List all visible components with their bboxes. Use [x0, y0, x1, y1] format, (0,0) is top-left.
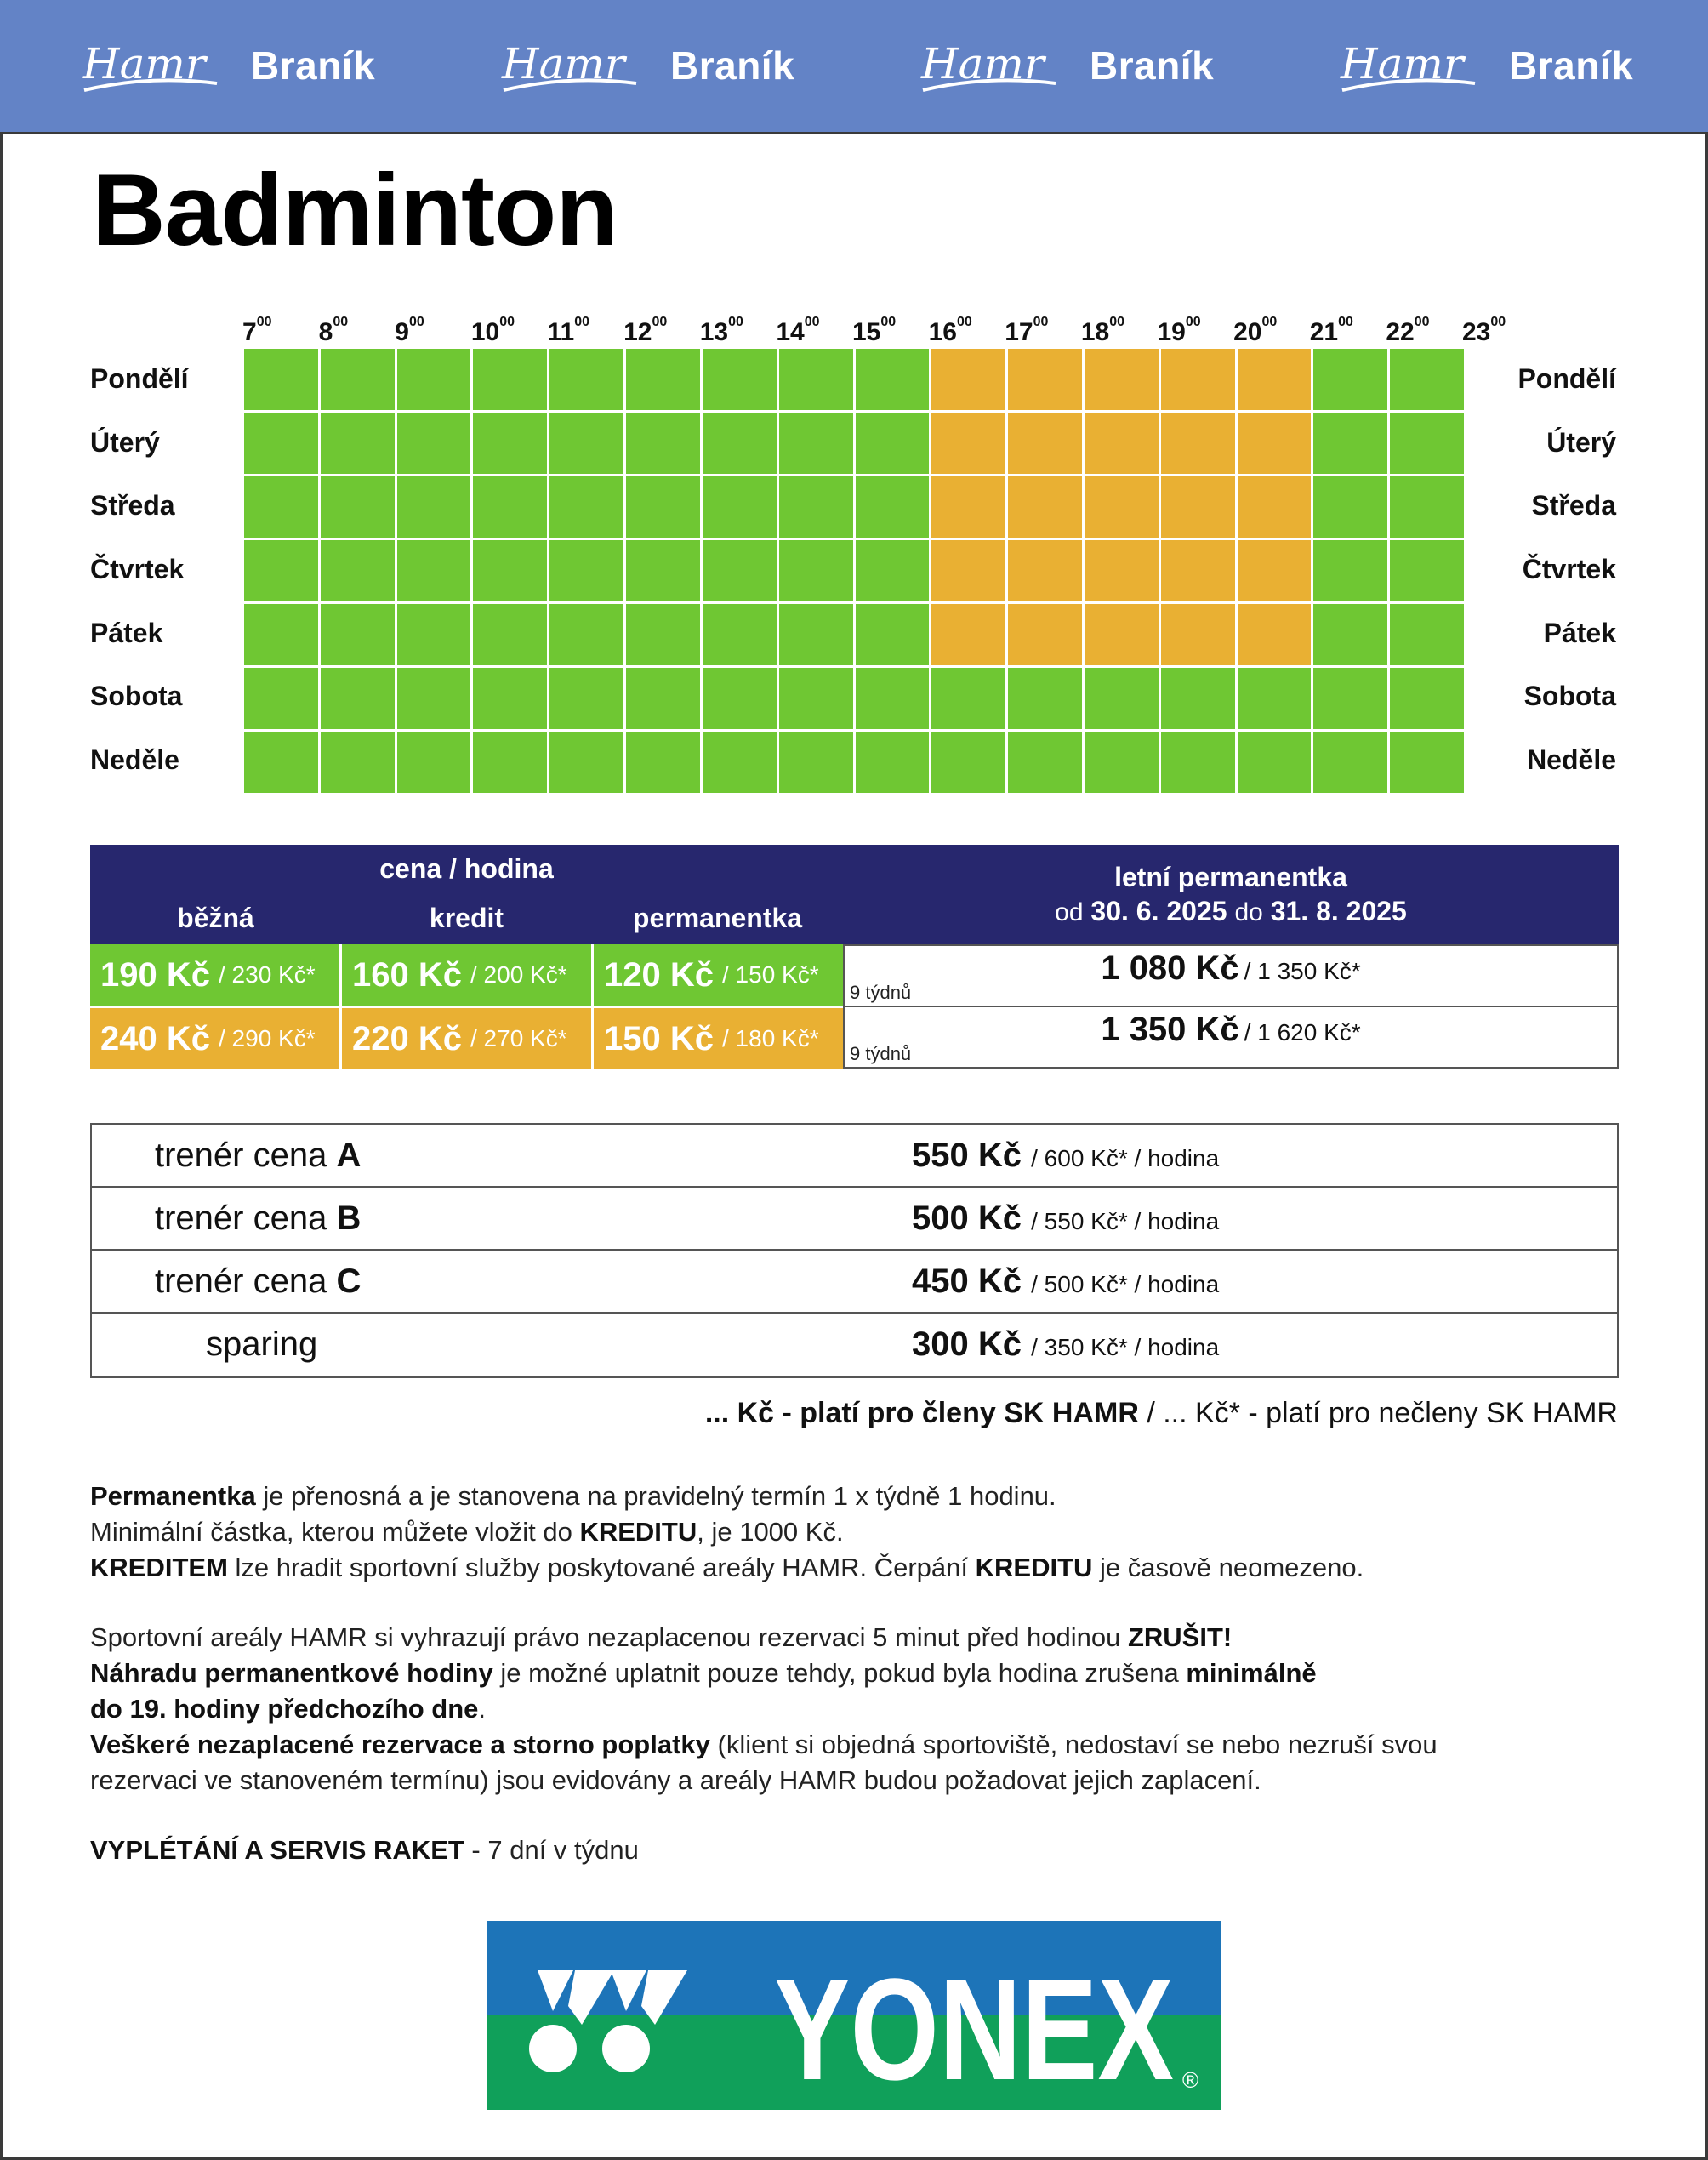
- slot-peak: [1008, 604, 1082, 665]
- slot-standard: [856, 540, 930, 601]
- summer-price: 1 080 Kč / 1 350 Kč*: [1101, 949, 1361, 987]
- slot-peak: [1085, 349, 1159, 410]
- slot-standard: [1313, 413, 1387, 474]
- svg-text:Hamr: Hamr: [1341, 39, 1464, 88]
- day-label: Sobota: [1523, 681, 1616, 712]
- weeks-label: 9 týdnů: [850, 982, 912, 1003]
- header-group-label: cena / hodina: [379, 853, 554, 884]
- info-line: Permanentka je přenosná a je stanovena na pravidelný termín 1 x týdně 1 hodinu.: [90, 1481, 1056, 1511]
- svg-text:YONEX: YONEX: [774, 1949, 1174, 2110]
- slot-peak: [1161, 476, 1235, 538]
- slot-peak: [931, 349, 1005, 410]
- slot-standard: [1313, 540, 1387, 601]
- header-banner: [0, 0, 1708, 134]
- svg-text:Hamr: Hamr: [502, 39, 625, 88]
- slot-standard: [1313, 476, 1387, 538]
- slot-standard: [321, 540, 395, 601]
- day-label: Pondělí: [90, 363, 189, 395]
- col-permanentka: permanentka: [632, 903, 803, 933]
- day-label: Sobota: [90, 681, 183, 712]
- sparing-label: sparing: [206, 1325, 318, 1363]
- price-cell: 120 Kč / 150 Kč*: [594, 944, 843, 1006]
- slot-standard: [321, 349, 395, 410]
- slot-standard: [549, 476, 623, 538]
- slot-standard: [779, 732, 853, 793]
- info-line: KREDITEM lze hradit sportovní služby poskytované areály HAMR. Čerpání KREDITU je časově neomezeno.: [90, 1553, 1364, 1582]
- slot-standard: [779, 604, 853, 665]
- slot-standard: [549, 604, 623, 665]
- slot-standard: [703, 668, 777, 729]
- slot-standard: [779, 349, 853, 410]
- slot-standard: [321, 668, 395, 729]
- slot-standard: [1390, 668, 1464, 729]
- info-text: [90, 1479, 1621, 1868]
- trainer-table: [90, 1123, 1619, 1378]
- slot-standard: [931, 668, 1005, 729]
- slot-peak: [1161, 349, 1235, 410]
- slot-standard: [856, 349, 930, 410]
- slot-peak: [1238, 349, 1312, 410]
- slot-standard: [626, 732, 700, 793]
- schedule: [0, 306, 1708, 800]
- slot-standard: [397, 604, 471, 665]
- hour-label: $20^{00}$: [1233, 315, 1278, 346]
- slot-standard: [1390, 413, 1464, 474]
- slot-standard: [244, 349, 318, 410]
- hour-label: $8^{00}$: [318, 315, 349, 346]
- slot-standard: [626, 413, 700, 474]
- slot-standard: [931, 732, 1005, 793]
- slot-standard: [397, 413, 471, 474]
- slot-standard: [856, 413, 930, 474]
- price-cell: 160 Kč / 200 Kč*: [342, 944, 591, 1006]
- slot-standard: [244, 476, 318, 538]
- slot-standard: [1008, 732, 1082, 793]
- slot-standard: [1161, 668, 1235, 729]
- slot-standard: [779, 476, 853, 538]
- hour-label: $21^{00}$: [1309, 315, 1353, 346]
- hour-label: $13^{00}$: [699, 315, 743, 346]
- trainer-label: trenér cena A: [155, 1137, 362, 1174]
- col-kredit: kredit: [429, 903, 504, 933]
- slot-peak: [1085, 540, 1159, 601]
- hour-label: $16^{00}$: [928, 315, 972, 346]
- trainer-label: trenér cena C: [155, 1262, 362, 1300]
- hour-label: $14^{00}$: [776, 315, 820, 346]
- slot-standard: [856, 732, 930, 793]
- slot-standard: [244, 732, 318, 793]
- info-line: rezervaci ve stanoveném termínu) jsou evidovány a areály HAMR budou požadovat jejich zaplacení.: [90, 1765, 1261, 1795]
- trainer-price: 500 Kč / 550 Kč* / hodina: [912, 1200, 1220, 1237]
- slot-standard: [321, 476, 395, 538]
- brand-name: Braník: [251, 43, 376, 88]
- slot-standard: [473, 604, 547, 665]
- price-cell: 240 Kč / 290 Kč*: [90, 1008, 339, 1069]
- slot-standard: [473, 413, 547, 474]
- slot-standard: [626, 540, 700, 601]
- trainer-row: [92, 1251, 1617, 1314]
- slot-standard: [1313, 604, 1387, 665]
- slot-standard: [473, 732, 547, 793]
- slot-peak: [1161, 413, 1235, 474]
- slot-peak: [1085, 476, 1159, 538]
- price-table: [90, 845, 1619, 1073]
- brand-logo: [81, 26, 438, 111]
- day-label: Pondělí: [1517, 363, 1616, 395]
- slot-standard: [321, 413, 395, 474]
- slot-peak: [1238, 476, 1312, 538]
- hour-label: $12^{00}$: [623, 315, 668, 346]
- slot-standard: [473, 349, 547, 410]
- slot-peak: [1008, 413, 1082, 474]
- slot-standard: [397, 476, 471, 538]
- slot-standard: [549, 732, 623, 793]
- slot-standard: [703, 732, 777, 793]
- slot-standard: [244, 668, 318, 729]
- brand-name: Braník: [1509, 43, 1634, 88]
- slot-standard: [397, 349, 471, 410]
- members-note: ... Kč - platí pro členy SK HAMR / ... Kč* - platí pro nečleny SK HAMR: [704, 1397, 1618, 1429]
- slot-peak: [931, 413, 1005, 474]
- slot-standard: [703, 476, 777, 538]
- hour-label: $18^{00}$: [1080, 315, 1125, 346]
- brand-logo: [1339, 26, 1696, 111]
- hamr-script-logo: [919, 31, 1064, 107]
- hour-label: $19^{00}$: [1157, 315, 1201, 346]
- slot-standard: [321, 732, 395, 793]
- slot-standard: [549, 349, 623, 410]
- slot-peak: [1161, 540, 1235, 601]
- slot-standard: [397, 732, 471, 793]
- slot-standard: [1390, 604, 1464, 665]
- brand-name: Braník: [670, 43, 795, 88]
- hour-label: $11^{00}$: [547, 315, 590, 346]
- slot-standard: [703, 540, 777, 601]
- summer-price: 1 350 Kč / 1 620 Kč*: [1101, 1011, 1361, 1048]
- slot-standard: [1238, 732, 1312, 793]
- hour-label: $23^{00}$: [1462, 315, 1506, 346]
- slot-standard: [1085, 732, 1159, 793]
- yonex-logo: [487, 1921, 1221, 2110]
- price-cell: 220 Kč / 270 Kč*: [342, 1008, 591, 1069]
- day-label: Středa: [90, 490, 175, 521]
- hour-label: $7^{00}$: [242, 315, 272, 346]
- trainer-price: 300 Kč / 350 Kč* / hodina: [912, 1325, 1220, 1363]
- brand-name: Braník: [1090, 43, 1215, 88]
- hamr-script-logo: [1339, 31, 1483, 107]
- slot-standard: [244, 604, 318, 665]
- summer-dates: od 30. 6. 2025 do 31. 8. 2025: [1055, 896, 1407, 926]
- hamr-script-logo: [500, 31, 645, 107]
- trainer-row: [92, 1125, 1617, 1188]
- slot-standard: [1238, 668, 1312, 729]
- day-label: Úterý: [1546, 426, 1616, 458]
- trainer-label: trenér cena B: [155, 1200, 362, 1237]
- slot-standard: [1313, 668, 1387, 729]
- day-label: Čtvrtek: [90, 554, 185, 584]
- info-line: Veškeré nezaplacené rezervace a storno poplatky (klient si objedná sportoviště, nedostaví se nebo nezruší svou: [90, 1730, 1438, 1759]
- svg-text:Hamr: Hamr: [83, 39, 206, 88]
- slot-standard: [626, 349, 700, 410]
- slot-standard: [1085, 668, 1159, 729]
- brand-logo: [500, 26, 857, 111]
- slot-standard: [321, 604, 395, 665]
- hour-label: $9^{00}$: [395, 315, 424, 346]
- col-bezna: běžná: [177, 903, 254, 933]
- hamr-script-logo: [81, 31, 225, 107]
- svg-text:®: ®: [1182, 2067, 1199, 2093]
- slot-peak: [1008, 349, 1082, 410]
- info-line: VYPLÉTÁNÍ A SERVIS RAKET - 7 dní v týdnu: [90, 1835, 639, 1865]
- yonex-mark-icon: [487, 1921, 1221, 2110]
- slot-standard: [856, 604, 930, 665]
- summer-pass-row: [843, 944, 1619, 1007]
- slot-standard: [549, 668, 623, 729]
- slot-peak: [1085, 604, 1159, 665]
- slot-peak: [1238, 413, 1312, 474]
- slot-peak: [1161, 604, 1235, 665]
- schedule-grid: [244, 349, 1464, 793]
- hour-label: $22^{00}$: [1386, 315, 1430, 346]
- slot-standard: [856, 668, 930, 729]
- slot-standard: [244, 540, 318, 601]
- slot-standard: [473, 540, 547, 601]
- slot-peak: [1238, 540, 1312, 601]
- slot-standard: [1390, 476, 1464, 538]
- day-label: Neděle: [90, 744, 179, 775]
- slot-standard: [856, 476, 930, 538]
- day-label: Pátek: [1543, 617, 1616, 648]
- slot-peak: [1008, 476, 1082, 538]
- day-label: Pátek: [90, 617, 163, 648]
- slot-standard: [1390, 540, 1464, 601]
- info-line: Sportovní areály HAMR si vyhrazují právo nezaplacenou rezervaci 5 minut před hodinou ZRUŠIT!: [90, 1622, 1233, 1652]
- price-table-header: [90, 845, 1619, 944]
- slot-standard: [397, 540, 471, 601]
- day-label: Středa: [1531, 490, 1616, 521]
- slot-standard: [1390, 349, 1464, 410]
- slot-standard: [779, 668, 853, 729]
- slot-standard: [626, 604, 700, 665]
- trainer-price: 450 Kč / 500 Kč* / hodina: [912, 1262, 1220, 1300]
- sparing-row: [92, 1314, 1617, 1376]
- hour-label: $15^{00}$: [852, 315, 897, 346]
- info-line: Náhradu permanentkové hodiny je možné uplatnit pouze tehdy, pokud byla hodina zrušena minimálně: [90, 1658, 1317, 1688]
- info-line: Minimální částka, kterou můžete vložit do KREDITU, je 1000 Kč.: [90, 1517, 844, 1547]
- hour-label: $10^{00}$: [470, 315, 515, 346]
- slot-standard: [1161, 732, 1235, 793]
- trainer-row: [92, 1188, 1617, 1251]
- slot-peak: [1085, 413, 1159, 474]
- slot-standard: [473, 668, 547, 729]
- slot-peak: [1008, 540, 1082, 601]
- info-line: do 19. hodiny předchozího dne.: [90, 1694, 487, 1724]
- day-label: Neděle: [1527, 744, 1616, 775]
- price-cell: 150 Kč / 180 Kč*: [594, 1008, 843, 1069]
- summer-title: letní permanentka: [1114, 862, 1347, 892]
- slot-standard: [626, 668, 700, 729]
- slot-standard: [1313, 349, 1387, 410]
- slot-standard: [779, 540, 853, 601]
- slot-standard: [473, 476, 547, 538]
- trainer-price: 550 Kč / 600 Kč* / hodina: [912, 1137, 1220, 1174]
- slot-standard: [703, 413, 777, 474]
- slot-standard: [779, 413, 853, 474]
- slot-standard: [703, 604, 777, 665]
- slot-standard: [549, 540, 623, 601]
- slot-standard: [703, 349, 777, 410]
- slot-peak: [931, 476, 1005, 538]
- day-label: Čtvrtek: [1522, 554, 1616, 584]
- slot-peak: [931, 540, 1005, 601]
- hour-label: $17^{00}$: [1005, 315, 1049, 346]
- slot-standard: [1313, 732, 1387, 793]
- slot-peak: [1238, 604, 1312, 665]
- slot-standard: [549, 413, 623, 474]
- slot-standard: [244, 413, 318, 474]
- slot-standard: [1008, 668, 1082, 729]
- summer-pass-row: [843, 1006, 1619, 1069]
- slot-standard: [397, 668, 471, 729]
- slot-standard: [1390, 732, 1464, 793]
- slot-standard: [626, 476, 700, 538]
- weeks-label: 9 týdnů: [850, 1043, 912, 1064]
- slot-peak: [931, 604, 1005, 665]
- page-title: Badminton: [92, 153, 618, 267]
- brand-logo: [919, 26, 1277, 111]
- day-label: Úterý: [90, 426, 160, 458]
- svg-text:Hamr: Hamr: [921, 39, 1045, 88]
- price-cell: 190 Kč / 230 Kč*: [90, 944, 339, 1006]
